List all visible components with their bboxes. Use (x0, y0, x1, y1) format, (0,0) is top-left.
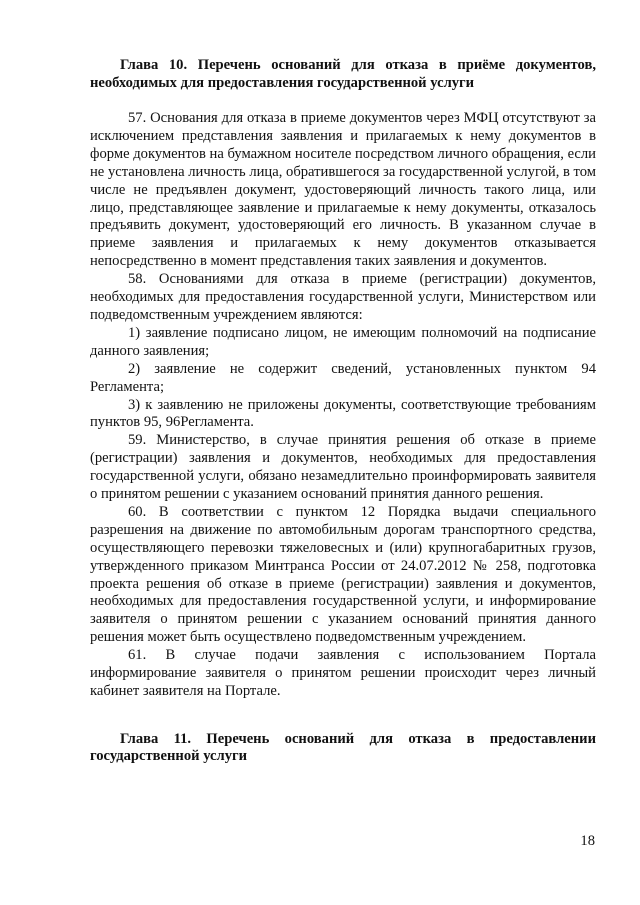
paragraph-60: 60. В соответствии с пунктом 12 Порядка выдачи специального разрешения на движение по автомобильным дорогам транспортного средства, осуществляющего перевозки тяжеловесных и (или) крупногабаритных грузов, утвержденного приказом Минтранса России от 24.07.2012 № 258, подготовка проекта решения об отказе в приеме (регистрации) заявления и документов, необходимых для предоставления государственной услуги, и информирование заявителя о принятом решении с указанием оснований принятия данного решения может быть осуществлено подведомственным учреждением. (90, 503, 596, 646)
list-item-2: 2) заявление не содержит сведений, установленных пунктом 94 Регламента; (90, 360, 596, 395)
list-item-1: 1) заявление подписано лицом, не имеющим полномочий на подписание данного заявления; (90, 324, 596, 359)
paragraph-57: 57. Основания для отказа в приеме документов через МФЦ отсутствуют за исключением представления заявления и прилагаемых к нему документов в форме документов на бумажном носителе посредством личного обращения, если не установлена личность лица, обратившегося за государственной услугой, в том числе не предъявлен документ, удостоверяющий личность такого лица, или лицо, представляющее заявление и прилагаемые к нему документы, отказалось предъявить документ, удостоверяющий его личность. В указанном случае в приеме заявления и прилагаемых к нему документов отказывается непосредственно в момент представления таких заявления и документов. (90, 110, 596, 270)
paragraph-59: 59. Министерство, в случае принятия решения об отказе в приеме (регистрации) заявления и документов, необходимых для предоставления государственной услуги, обязано незамедлительно проинформировать заявителя о принятом решении с указанием оснований принятия данного решения. (90, 432, 596, 503)
paragraph-61: 61. В случае подачи заявления с использованием Портала информирование заявителя о принятом решении происходит через личный кабинет заявителя на Портале. (90, 647, 596, 699)
page-number: 18 (580, 833, 595, 849)
chapter-11-heading: Глава 11. Перечень оснований для отказа в предоставлении государственной услуги (90, 730, 596, 765)
paragraph-58: 58. Основаниями для отказа в приеме (регистрации) документов, необходимых для предоставления государственной услуги, Министерством или подведомственным учреждением являются: (90, 271, 596, 323)
chapter-10-heading: Глава 10. Перечень оснований для отказа в приёме документов, необходимых для предоставления государственной услуги (90, 57, 596, 91)
list-item-3: 3) к заявлению не приложены документы, соответствующие требованиям пунктов 95, 96Регламента. (90, 396, 596, 431)
